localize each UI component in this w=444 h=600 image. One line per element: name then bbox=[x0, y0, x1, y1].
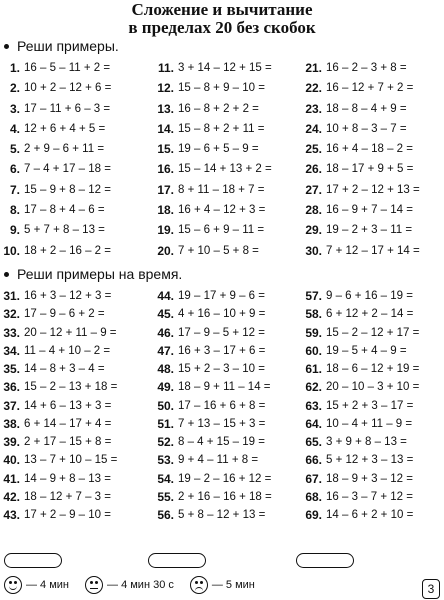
exercise-expression: 16 – 3 – 7 + 12 = bbox=[326, 490, 413, 503]
exercise-row bbox=[0, 397, 148, 415]
exercise-number: 65. bbox=[305, 435, 322, 449]
exercise-number: 50. bbox=[157, 398, 174, 413]
exercise-expression: 19 – 6 + 5 – 9 = bbox=[178, 143, 259, 156]
exercise-number: 61. bbox=[305, 362, 322, 376]
exercise-number: 54. bbox=[157, 471, 174, 486]
exercise-row bbox=[148, 119, 296, 139]
exercise-row bbox=[148, 506, 296, 524]
exercise-expression: 5 + 7 + 8 – 13 = bbox=[24, 224, 105, 237]
exercise-row bbox=[148, 241, 296, 261]
title-line-1: Сложение и вычитание bbox=[131, 0, 313, 19]
exercise-number: 25. bbox=[305, 142, 322, 157]
exercise-row bbox=[0, 324, 148, 342]
exercise-number: 57. bbox=[305, 289, 322, 303]
exercise-expression: 19 – 2 – 16 + 12 = bbox=[178, 472, 272, 485]
exercise-row bbox=[296, 99, 444, 119]
exercise-expression: 3 + 9 + 8 – 13 = bbox=[326, 436, 407, 448]
exercise-number: 30. bbox=[305, 243, 322, 258]
exercise-expression: 2 + 17 – 15 + 8 = bbox=[24, 436, 112, 448]
exercise-row bbox=[296, 241, 444, 261]
exercise-row bbox=[148, 397, 296, 415]
exercise-row bbox=[0, 119, 148, 139]
exercise-expression: 16 – 5 – 11 + 2 = bbox=[24, 62, 111, 74]
exercise-row bbox=[296, 305, 444, 323]
exercise-number: 32. bbox=[3, 307, 20, 322]
exercise-expression: 8 – 4 + 15 – 19 = bbox=[178, 436, 265, 448]
exercise-row bbox=[148, 433, 296, 451]
exercise-number: 43. bbox=[3, 508, 20, 522]
exercise-expression: 8 + 11 – 18 + 7 = bbox=[178, 183, 265, 196]
exercise-row bbox=[148, 342, 296, 360]
exercise-expression: 18 – 9 + 11 – 14 = bbox=[178, 381, 271, 394]
exercise-expression: 11 – 4 + 10 – 2 = bbox=[24, 344, 111, 357]
exercise-number: 58. bbox=[305, 307, 322, 322]
exercise-expression: 15 – 9 + 8 – 12 = bbox=[24, 183, 111, 196]
exercise-expression: 18 – 6 – 12 + 19 = bbox=[326, 363, 420, 375]
exercise-expression: 20 – 12 + 11 – 9 = bbox=[24, 326, 117, 339]
exercise-number: 45. bbox=[157, 307, 174, 322]
exercise-row bbox=[296, 200, 444, 220]
exercise-row bbox=[148, 287, 296, 305]
exercise-expression: 20 – 10 – 3 + 10 = bbox=[326, 381, 420, 394]
exercise-expression: 16 + 4 – 12 + 3 = bbox=[178, 204, 266, 217]
exercise-row bbox=[296, 180, 444, 200]
exercise-expression: 17 – 8 + 4 – 6 = bbox=[24, 204, 105, 217]
exercise-row bbox=[148, 378, 296, 396]
exercise-number: 2. bbox=[9, 81, 20, 96]
exercise-number: 33. bbox=[3, 325, 20, 340]
exercise-expression: 18 – 9 + 3 – 12 = bbox=[326, 472, 413, 485]
legend-happy-text: — 4 мин bbox=[26, 579, 70, 591]
exercise-row bbox=[296, 342, 444, 360]
exercise-expression: 10 – 4 + 11 – 9 = bbox=[326, 417, 413, 430]
exercise-number: 64. bbox=[305, 416, 322, 431]
exercise-row bbox=[148, 139, 296, 159]
exercise-row bbox=[296, 397, 444, 415]
exercise-expression: 17 – 9 – 6 + 2 = bbox=[24, 308, 105, 321]
answer-box-2[interactable] bbox=[148, 553, 206, 568]
exercise-expression: 4 + 16 – 10 + 9 = bbox=[178, 308, 266, 321]
exercise-expression: 16 + 4 – 18 – 2 = bbox=[326, 143, 413, 156]
exercise-row bbox=[296, 287, 444, 305]
exercise-number: 52. bbox=[157, 435, 174, 449]
exercise-expression: 15 – 14 + 13 + 2 = bbox=[178, 163, 272, 176]
exercise-number: 22. bbox=[305, 81, 322, 96]
exercise-row bbox=[148, 324, 296, 342]
page-number: 3 bbox=[422, 579, 440, 599]
exercise-number: 40. bbox=[3, 453, 20, 468]
exercise-row bbox=[0, 415, 148, 433]
exercise-expression: 18 – 12 + 7 – 3 = bbox=[24, 490, 111, 503]
exercise-expression: 14 – 8 + 3 – 4 = bbox=[24, 363, 105, 375]
exercise-number: 1. bbox=[9, 61, 20, 75]
exercise-expression: 15 – 2 – 12 + 17 = bbox=[326, 326, 420, 339]
exercise-number: 66. bbox=[305, 453, 322, 468]
exercise-row bbox=[0, 433, 148, 451]
exercise-row bbox=[296, 119, 444, 139]
exercise-number: 69. bbox=[305, 508, 322, 522]
exercise-expression: 17 + 2 – 9 – 10 = bbox=[24, 509, 111, 521]
bullet-icon bbox=[4, 44, 9, 49]
exercise-expression: 17 + 2 – 12 + 13 = bbox=[326, 183, 420, 196]
exercise-expression: 15 – 6 + 9 – 11 = bbox=[178, 224, 265, 237]
neutral-face-icon bbox=[85, 576, 103, 594]
exercise-expression: 15 – 8 + 9 – 10 = bbox=[178, 82, 265, 95]
exercise-number: 67. bbox=[305, 471, 322, 486]
exercise-expression: 2 + 16 – 16 + 18 = bbox=[178, 490, 272, 503]
exercise-expression: 15 + 2 – 3 – 10 = bbox=[178, 363, 265, 375]
exercise-expression: 19 – 5 + 4 – 9 = bbox=[326, 344, 407, 357]
exercise-expression: 16 + 3 – 12 + 3 = bbox=[24, 290, 112, 302]
exercise-row bbox=[148, 159, 296, 179]
exercise-expression: 17 – 9 – 5 + 12 = bbox=[178, 326, 265, 339]
exercise-number: 19. bbox=[157, 223, 174, 238]
page-title bbox=[0, 1, 444, 36]
exercise-number: 15. bbox=[157, 142, 174, 157]
exercise-number: 26. bbox=[305, 162, 322, 177]
exercise-number: 13. bbox=[157, 101, 174, 116]
exercise-number: 12. bbox=[157, 81, 174, 96]
exercise-number: 41. bbox=[3, 471, 20, 486]
exercise-grid-1 bbox=[0, 58, 444, 261]
legend-neutral-text: — 4 мин 30 с bbox=[107, 579, 174, 591]
exercise-number: 36. bbox=[3, 380, 20, 395]
sad-face-icon bbox=[190, 576, 208, 594]
exercise-number: 42. bbox=[3, 489, 20, 504]
exercise-expression: 12 + 6 + 4 + 5 = bbox=[24, 122, 106, 135]
exercise-number: 56. bbox=[157, 508, 174, 522]
exercise-number: 24. bbox=[305, 121, 322, 136]
exercise-number: 48. bbox=[157, 362, 174, 376]
exercise-expression: 16 – 2 – 3 + 8 = bbox=[326, 62, 407, 74]
exercise-row bbox=[148, 415, 296, 433]
exercise-row bbox=[296, 470, 444, 488]
exercise-expression: 17 – 11 + 6 – 3 = bbox=[24, 102, 111, 115]
exercise-row bbox=[0, 200, 148, 220]
exercise-number: 63. bbox=[305, 398, 322, 413]
exercise-expression: 9 – 6 + 16 – 19 = bbox=[326, 290, 413, 302]
answer-box-3[interactable] bbox=[296, 553, 354, 568]
exercise-column bbox=[148, 58, 296, 261]
exercise-expression: 10 + 8 – 3 – 7 = bbox=[326, 122, 407, 135]
exercise-row bbox=[296, 433, 444, 451]
exercise-expression: 5 + 8 – 12 + 13 = bbox=[178, 509, 266, 521]
title-line-2: в пределах 20 без скобок bbox=[128, 18, 316, 37]
exercise-expression: 19 – 17 + 9 – 6 = bbox=[178, 290, 265, 302]
exercise-expression: 6 + 14 – 17 + 4 = bbox=[24, 417, 112, 430]
exercise-row bbox=[296, 139, 444, 159]
exercise-expression: 16 – 9 + 7 – 14 = bbox=[326, 204, 413, 217]
legend-sad-text: — 5 мин bbox=[211, 579, 255, 591]
exercise-number: 17. bbox=[157, 182, 174, 197]
exercise-expression: 15 – 8 + 2 + 11 = bbox=[178, 122, 265, 135]
exercise-row bbox=[296, 58, 444, 78]
exercise-column bbox=[148, 287, 296, 524]
exercise-expression: 19 – 2 + 3 – 11 = bbox=[326, 224, 413, 237]
exercise-row bbox=[0, 78, 148, 98]
exercise-expression: 7 + 13 – 15 + 3 = bbox=[178, 417, 266, 430]
exercise-number: 53. bbox=[157, 453, 174, 468]
exercise-number: 49. bbox=[157, 380, 174, 395]
exercise-row bbox=[148, 305, 296, 323]
exercise-expression: 7 + 12 – 17 + 14 = bbox=[326, 244, 420, 257]
exercise-row bbox=[148, 78, 296, 98]
exercise-column bbox=[296, 287, 444, 524]
exercise-expression: 18 – 8 – 4 + 9 = bbox=[326, 102, 407, 115]
exercise-grid-2 bbox=[0, 287, 444, 524]
exercise-row bbox=[0, 305, 148, 323]
exercise-row bbox=[296, 220, 444, 240]
exercise-row bbox=[0, 241, 148, 261]
exercise-number: 3. bbox=[9, 101, 20, 116]
exercise-number: 59. bbox=[305, 325, 322, 340]
exercise-number: 16. bbox=[157, 162, 174, 177]
happy-face-icon bbox=[4, 576, 22, 594]
time-legend bbox=[4, 576, 255, 594]
exercise-number: 8. bbox=[9, 203, 20, 218]
exercise-expression: 7 – 4 + 17 – 18 = bbox=[24, 163, 111, 176]
exercise-row bbox=[296, 378, 444, 396]
exercise-number: 21. bbox=[305, 61, 322, 75]
exercise-expression: 18 – 17 + 9 + 5 = bbox=[326, 163, 414, 176]
exercise-row bbox=[0, 180, 148, 200]
exercise-expression: 2 + 9 – 6 + 11 = bbox=[24, 143, 105, 156]
exercise-expression: 9 + 4 – 11 + 8 = bbox=[178, 454, 259, 467]
section-1-label: Реши примеры. bbox=[17, 38, 119, 54]
exercise-row bbox=[296, 324, 444, 342]
exercise-row bbox=[0, 378, 148, 396]
section-2-heading bbox=[4, 266, 182, 282]
exercise-number: 44. bbox=[157, 289, 174, 303]
exercise-row bbox=[0, 342, 148, 360]
exercise-expression: 15 – 2 – 13 + 18 = bbox=[24, 381, 118, 394]
exercise-expression: 6 + 12 + 2 – 14 = bbox=[326, 308, 414, 321]
exercise-row bbox=[0, 99, 148, 119]
exercise-number: 5. bbox=[9, 142, 20, 157]
exercise-row bbox=[148, 180, 296, 200]
exercise-number: 55. bbox=[157, 489, 174, 504]
exercise-expression: 13 – 7 + 10 – 15 = bbox=[24, 454, 118, 467]
section-1-heading bbox=[4, 38, 119, 54]
exercise-row bbox=[0, 488, 148, 506]
exercise-row bbox=[0, 287, 148, 305]
exercise-number: 28. bbox=[305, 203, 322, 218]
exercise-number: 37. bbox=[3, 398, 20, 413]
exercise-number: 7. bbox=[9, 182, 20, 197]
exercise-expression: 14 + 6 – 13 + 3 = bbox=[24, 399, 112, 412]
exercise-expression: 5 + 12 + 3 – 13 = bbox=[326, 454, 414, 467]
exercise-number: 23. bbox=[305, 101, 322, 116]
exercise-number: 29. bbox=[305, 223, 322, 238]
exercise-row bbox=[0, 58, 148, 78]
exercise-number: 9. bbox=[9, 223, 20, 238]
exercise-number: 20. bbox=[157, 243, 174, 258]
exercise-row bbox=[148, 360, 296, 378]
exercise-number: 68. bbox=[305, 489, 322, 504]
exercise-row bbox=[148, 200, 296, 220]
exercise-row bbox=[296, 360, 444, 378]
exercise-expression: 3 + 14 – 12 + 15 = bbox=[178, 62, 272, 74]
exercise-number: 39. bbox=[3, 435, 20, 449]
exercise-row bbox=[0, 470, 148, 488]
exercise-number: 35. bbox=[3, 362, 20, 376]
exercise-column bbox=[0, 287, 148, 524]
answer-box-1[interactable] bbox=[4, 553, 62, 568]
exercise-number: 60. bbox=[305, 343, 322, 358]
section-2-label: Реши примеры на время. bbox=[17, 266, 183, 282]
exercise-expression: 7 + 10 – 5 + 8 = bbox=[178, 244, 259, 257]
exercise-expression: 15 + 2 + 3 – 17 = bbox=[326, 399, 414, 412]
exercise-expression: 14 – 9 + 8 – 13 = bbox=[24, 472, 111, 485]
exercise-number: 31. bbox=[3, 289, 20, 303]
exercise-expression: 16 + 3 – 17 + 6 = bbox=[178, 344, 266, 357]
exercise-row bbox=[296, 451, 444, 469]
bullet-icon bbox=[4, 272, 9, 277]
exercise-number: 46. bbox=[157, 325, 174, 340]
exercise-number: 51. bbox=[157, 416, 174, 431]
exercise-row bbox=[0, 360, 148, 378]
exercise-column bbox=[0, 58, 148, 261]
exercise-row bbox=[148, 220, 296, 240]
exercise-row bbox=[0, 159, 148, 179]
exercise-number: 6. bbox=[9, 162, 20, 177]
exercise-expression: 10 + 2 – 12 + 6 = bbox=[24, 82, 112, 95]
exercise-expression: 16 – 12 + 7 + 2 = bbox=[326, 82, 414, 95]
exercise-row bbox=[296, 415, 444, 433]
exercise-expression: 16 – 8 + 2 + 2 = bbox=[178, 102, 259, 115]
exercise-row bbox=[0, 220, 148, 240]
exercise-expression: 18 + 2 – 16 – 2 = bbox=[24, 244, 111, 257]
exercise-number: 11. bbox=[157, 61, 174, 75]
exercise-number: 47. bbox=[157, 343, 174, 358]
exercise-number: 38. bbox=[3, 416, 20, 431]
exercise-number: 34. bbox=[3, 343, 20, 358]
exercise-number: 10. bbox=[3, 243, 20, 258]
exercise-number: 18. bbox=[157, 203, 174, 218]
exercise-number: 4. bbox=[9, 121, 20, 136]
exercise-number: 14. bbox=[157, 121, 174, 136]
exercise-row bbox=[0, 139, 148, 159]
exercise-row bbox=[296, 506, 444, 524]
exercise-expression: 17 – 16 + 6 + 8 = bbox=[178, 399, 266, 412]
exercise-row bbox=[296, 78, 444, 98]
exercise-expression: 14 – 6 + 2 + 10 = bbox=[326, 509, 414, 521]
exercise-column bbox=[296, 58, 444, 261]
exercise-row bbox=[148, 470, 296, 488]
exercise-row bbox=[148, 58, 296, 78]
exercise-row bbox=[296, 159, 444, 179]
exercise-row bbox=[148, 488, 296, 506]
exercise-number: 62. bbox=[305, 380, 322, 395]
exercise-row bbox=[0, 506, 148, 524]
exercise-row bbox=[148, 451, 296, 469]
exercise-row bbox=[148, 99, 296, 119]
exercise-row bbox=[0, 451, 148, 469]
exercise-number: 27. bbox=[305, 182, 322, 197]
exercise-row bbox=[296, 488, 444, 506]
